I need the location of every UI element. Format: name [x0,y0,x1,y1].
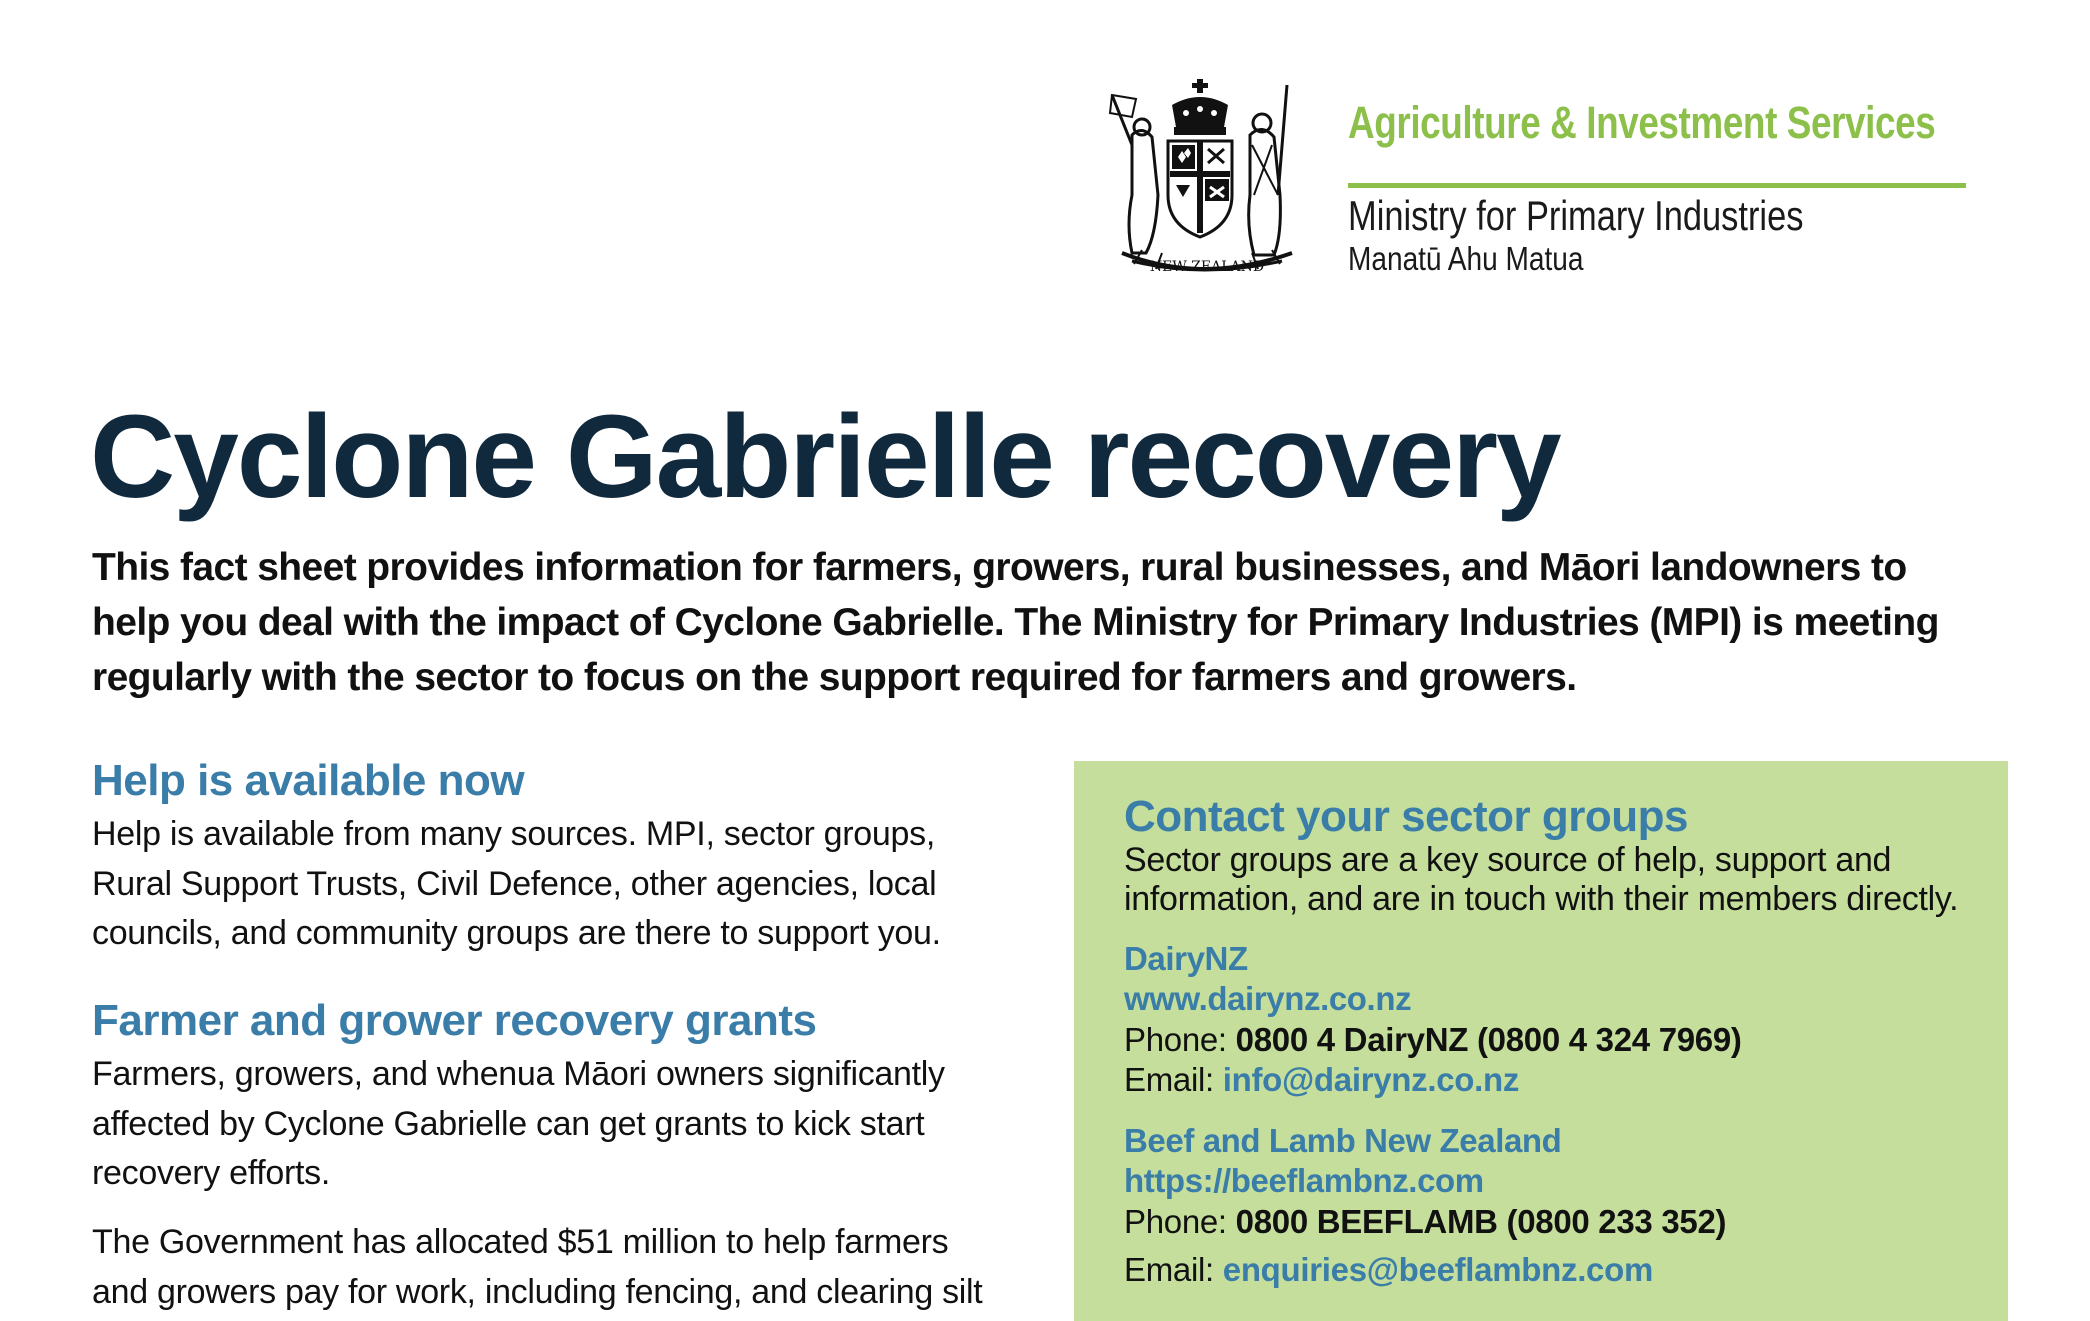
phone-label: Phone: [1124,1021,1227,1058]
phone-value: 0800 BEEFLAMB (0800 233 352) [1235,1203,1727,1240]
nz-coat-of-arms-icon [1102,75,1312,280]
group-name-beeflamb: Beef and Lamb New Zealand [1124,1122,1562,1159]
organisation-block [1348,97,2064,277]
section-body-grants: Farmers, growers, and whenua Māori owners significantly affected by Cyclone Gabrielle can get grants to kick start recovery efforts. [92,1055,945,1192]
ministry-maori-name: Manatū Ahu Matua [1348,240,1584,277]
sector-box-heading: Contact your sector groups [1124,792,1688,841]
email-link[interactable]: info@dairynz.co.nz [1222,1061,1520,1098]
email-label: Email: [1124,1061,1214,1098]
page-title: Cyclone Gabrielle recovery [90,391,1560,523]
header [1102,75,2002,285]
sector-box-intro: Sector groups are a key source of help, support and information, and are in touch with their members directly. [1124,841,1959,918]
group-name-dairynz: DairyNZ [1124,940,1248,977]
group-email-dairynz [1124,1060,1519,1100]
group-url-beeflamb[interactable]: https://beeflambnz.com [1124,1162,1484,1199]
phone-label: Phone: [1124,1203,1227,1240]
green-divider [1348,183,1966,188]
group-url-dairynz[interactable]: www.dairynz.co.nz [1124,980,1412,1017]
section-heading-help: Help is available now [92,756,525,805]
group-email-beeflamb [1124,1250,1653,1290]
phone-value: 0800 4 DairyNZ (0800 4 324 7969) [1235,1021,1742,1058]
crest-text: NEW ZEALAND [1149,259,1265,275]
group-phone-dairynz [1124,1020,1742,1060]
intro-paragraph: This fact sheet provides information for farmers, growers, rural businesses, and Māori landowners to help you deal with the impact of Cyclone Gabrielle. The Ministry for Primary Industries (MPI) is meeting regularly with the sector to focus on the support required for farmers and growers. [92,546,1939,699]
group-phone-beeflamb [1124,1202,1726,1242]
service-name: Agriculture & Investment Services [1348,97,1936,148]
section-body-help: Help is available from many sources. MPI, sector groups, Rural Support Trusts, Civil Defence, other agencies, local councils, and community groups are there to support you. [92,815,941,952]
email-link[interactable]: enquiries@beeflambnz.com [1222,1251,1654,1288]
sector-groups-box [1074,761,2008,1321]
email-label: Email: [1124,1251,1214,1288]
section-heading-grants: Farmer and grower recovery grants [92,996,817,1045]
section-body-grants-2: The Government has allocated $51 million to help farmers and growers pay for work, including fencing, and clearing silt [92,1223,983,1311]
ministry-name: Ministry for Primary Industries [1348,192,1804,239]
